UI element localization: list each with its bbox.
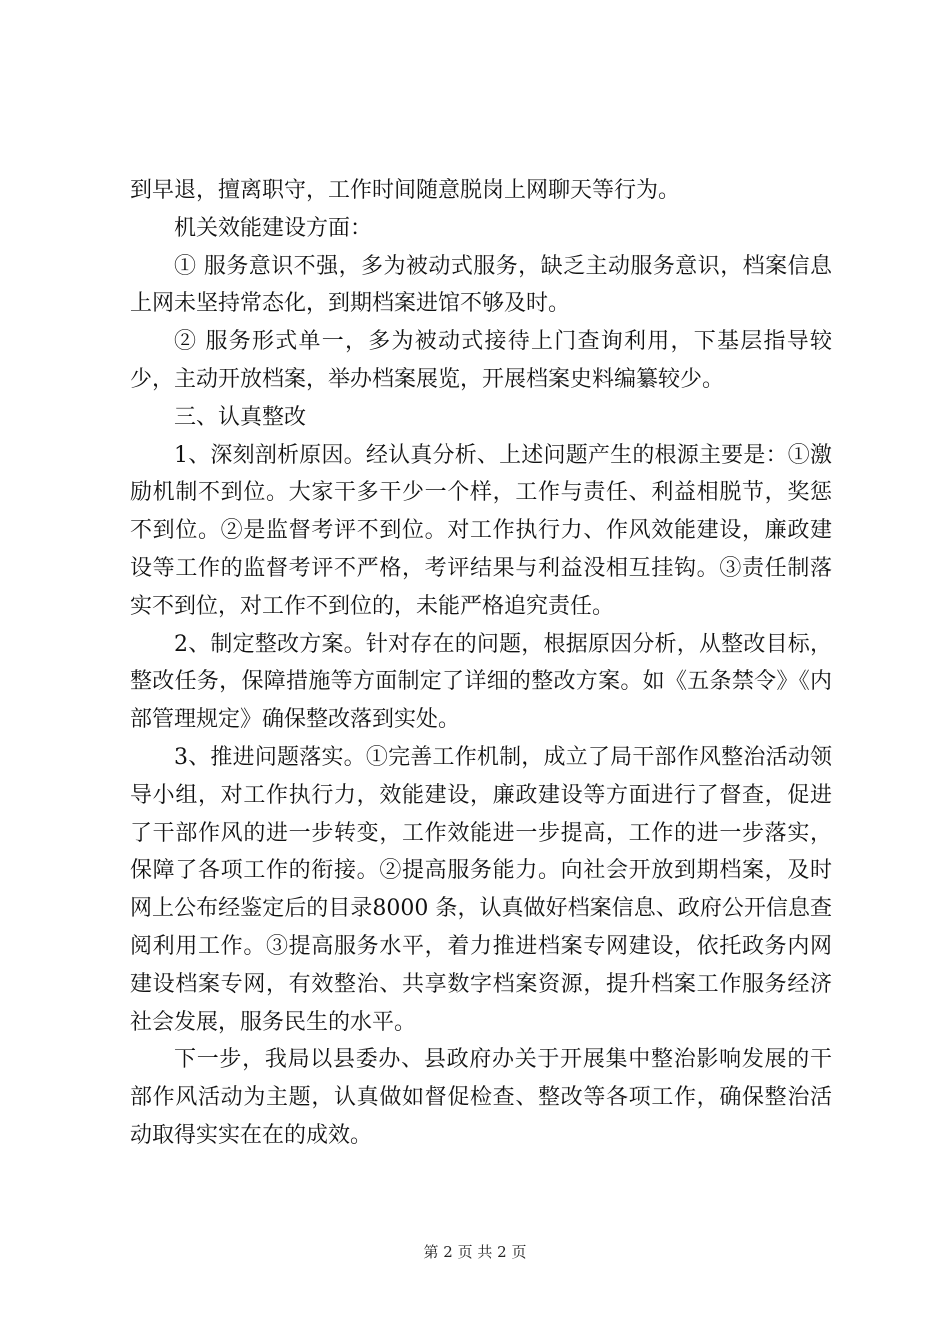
paragraph-item-1: ① 服务意识不强，多为被动式服务，缺乏主动服务意识，档案信息上网未坚持常态化，到期档案进馆不够及时。 (130, 253, 832, 317)
page-footer: 第 2 页 共 2 页 (423, 1243, 527, 1261)
paragraph-item-2: ② 服务形式单一，多为被动式接待上门查询利用，下基层指导较少，主动开放档案，举办档案展览，开展档案史料编纂较少。 (130, 329, 832, 392)
section-heading-rectification: 三、认真整改 (174, 404, 307, 430)
paragraph-implementation: 3、推进问题落实。①完善工作机制，成立了局干部作风整治活动领导小组，对工作执行力，效能建设，廉政建设等方面进行了督查，促进了干部作风的进一步转变，工作效能进一步提高，工作的进一步落实，保障了各项工作的衔接。②提高服务能力。向社会开放到期档案，及时网上公布经鉴定后的目录8000 条，认真做好档案信息、政府公开信息查阅利用工作。③提高服务水平，着力推进档案专网建设，依托政务内网建设档案专网，有效整治、共享数字档案资源，提升档案工作服务经济社会发展，服务民生的水平。 (130, 744, 832, 1035)
paragraph-analysis: 1、深刻剖析原因。经认真分析、上述问题产生的根源主要是：①激励机制不到位。大家干多干少一个样，工作与责任、利益相脱节，奖惩不到位。②是监督考评不到位。对工作执行力、作风效能建设，廉政建设等工作的监督考评不严格，考评结果与利益没相互挂钩。③责任制落实不到位，对工作不到位的，未能严格追究责任。 (130, 442, 832, 619)
paragraph-plan: 2、制定整改方案。针对存在的问题，根据原因分析，从整改目标，整改任务，保障措施等方面制定了详细的整改方案。如《五条禁令》《内部管理规定》确保整改落到实处。 (130, 631, 832, 733)
paragraph-continuation: 到早退，擅离职守，工作时间随意脱岗上网聊天等行为。 (130, 178, 681, 203)
document-body (130, 172, 832, 1155)
heading-efficiency: 机关效能建设方面： (174, 215, 373, 241)
paragraph-next-step: 下一步，我局以县委办、县政府办关于开展集中整治影响发展的干部作风活动为主题，认真做如督促检查、整改等各项工作，确保整治活动取得实实在在的成效。 (130, 1047, 832, 1148)
